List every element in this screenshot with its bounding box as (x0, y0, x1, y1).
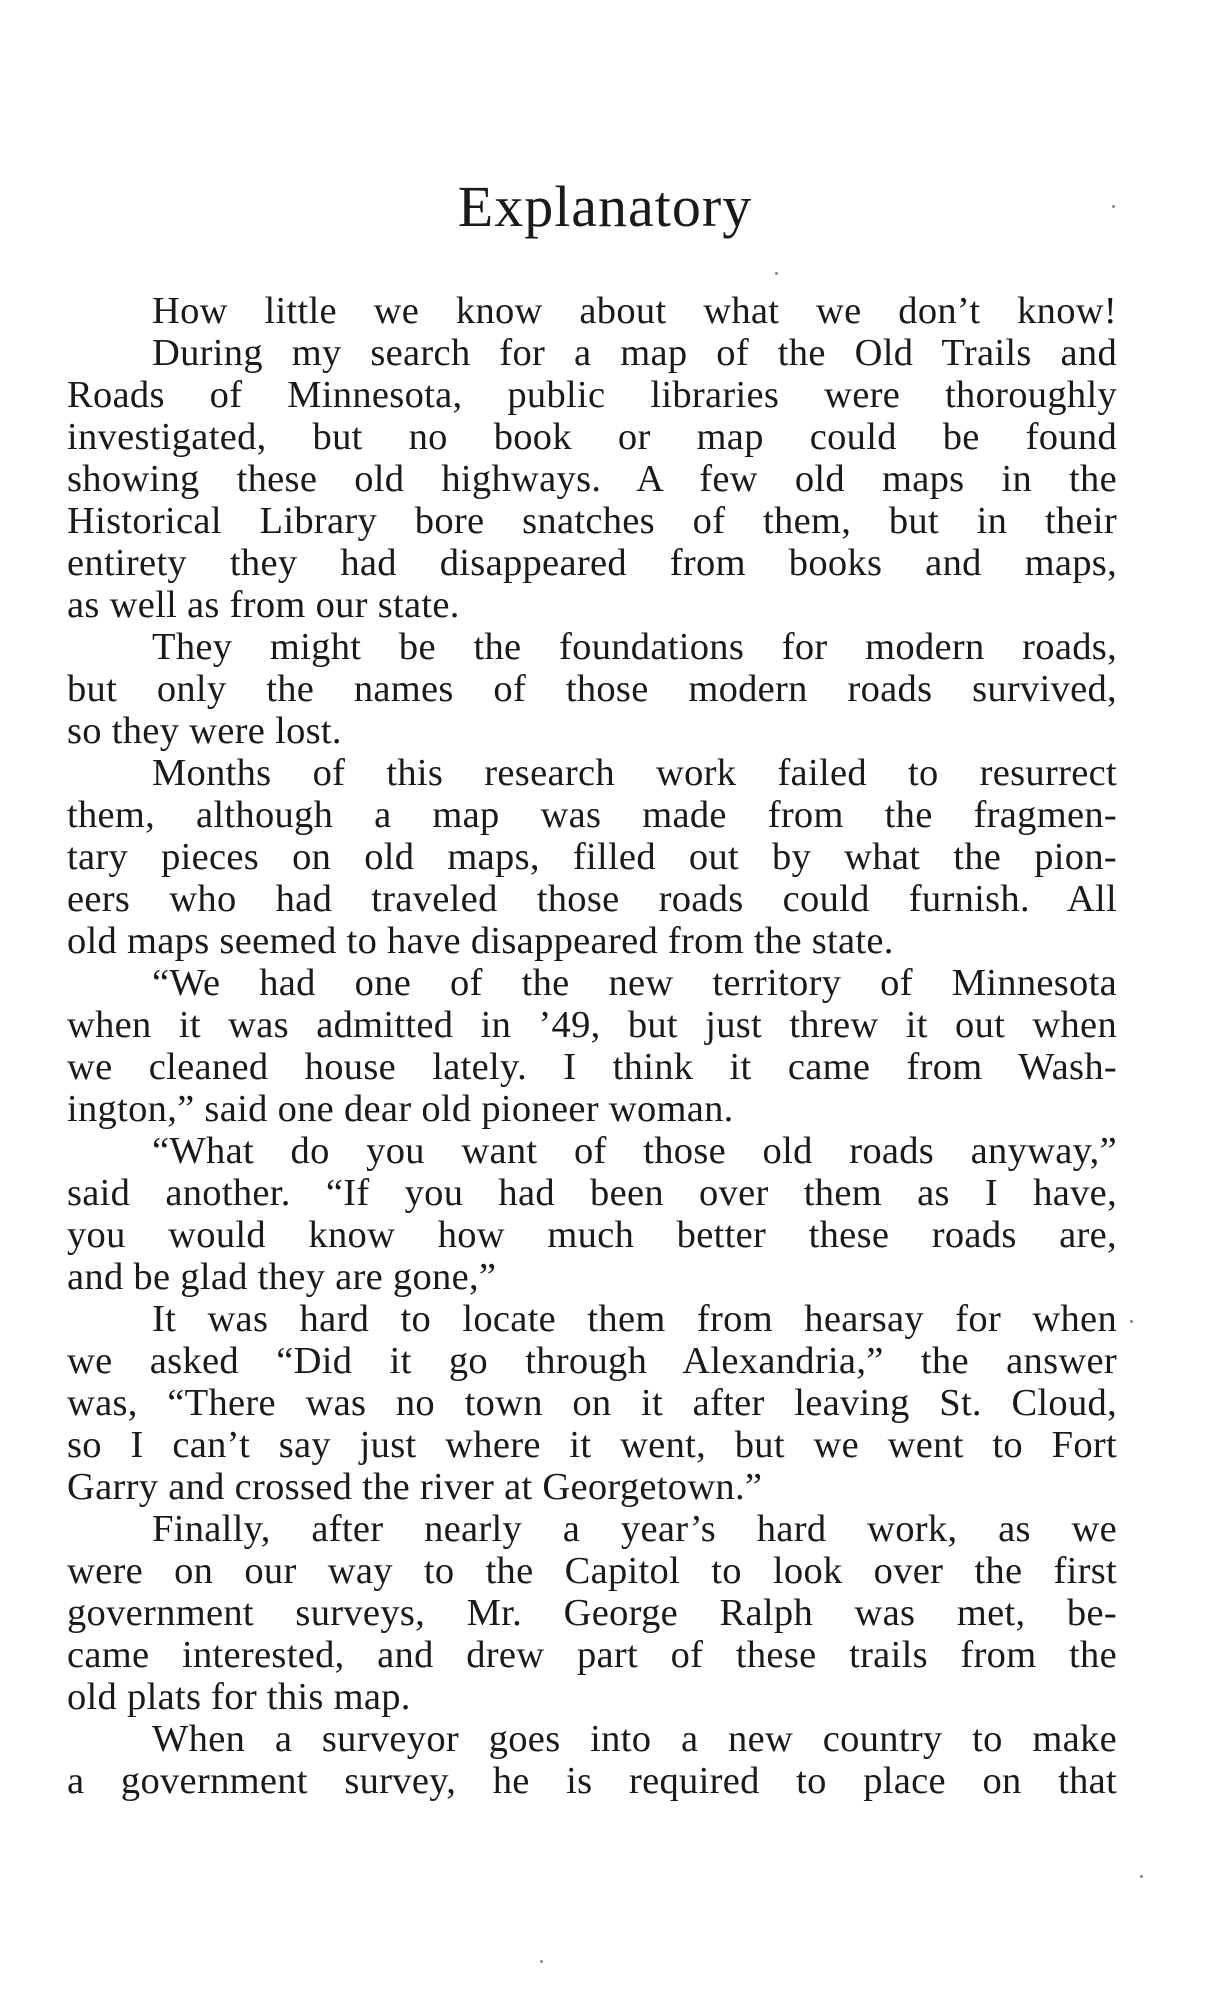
text-line: when it was admitted in ’49, but just threw it out when (67, 1004, 1117, 1046)
scan-speck (540, 1960, 543, 1963)
text-line: we cleaned house lately. I think it came from Wash- (67, 1046, 1117, 1088)
page-title: Explanatory (457, 174, 753, 239)
text-line: Finally, after nearly a year’s hard work, as we (152, 1508, 1117, 1550)
text-line: so I can’t say just where it went, but we went to Fort (67, 1424, 1117, 1466)
text-line: we asked “Did it go through Alexandria,” the answer (67, 1340, 1117, 1382)
text-line: Historical Library bore snatches of them, but in their (67, 500, 1117, 542)
text-line: entirety they had disappeared from books and maps, (67, 542, 1117, 584)
text-line: and be glad they are gone,” (67, 1256, 497, 1298)
text-line: They might be the foundations for modern roads, (152, 626, 1117, 668)
text-line: It was hard to locate them from hearsay for when (152, 1298, 1117, 1340)
text-line: as well as from our state. (67, 584, 460, 626)
text-line: showing these old highways. A few old maps in the (67, 458, 1117, 500)
text-line: Months of this research work failed to resurrect (152, 752, 1117, 794)
text-line: so they were lost. (67, 710, 342, 752)
body-text (67, 290, 1117, 1802)
text-line: a government survey, he is required to place on that (67, 1760, 1117, 1802)
text-line: came interested, and drew part of these trails from the (67, 1634, 1117, 1676)
text-line: was, “There was no town on it after leaving St. Cloud, (67, 1382, 1117, 1424)
scan-speck (1140, 1875, 1143, 1878)
text-line: government surveys, Mr. George Ralph was met, be- (67, 1592, 1117, 1634)
text-line: tary pieces on old maps, filled out by what the pion- (67, 836, 1117, 878)
text-line: old plats for this map. (67, 1676, 411, 1718)
text-line: eers who had traveled those roads could furnish. All (67, 878, 1117, 920)
text-line: them, although a map was made from the fragmen- (67, 794, 1117, 836)
text-line: When a surveyor goes into a new country to make (152, 1718, 1117, 1760)
scan-speck (775, 272, 778, 275)
text-line: old maps seemed to have disappeared from the state. (67, 920, 894, 962)
text-line: Garry and crossed the river at Georgetown.” (67, 1466, 763, 1508)
text-line: During my search for a map of the Old Trails and (152, 332, 1117, 374)
text-line: Roads of Minnesota, public libraries were thoroughly (67, 374, 1117, 416)
text-line: but only the names of those modern roads survived, (67, 668, 1117, 710)
text-line: “We had one of the new territory of Minnesota (152, 962, 1117, 1004)
text-line: ington,” said one dear old pioneer woman. (67, 1088, 734, 1130)
text-line: said another. “If you had been over them as I have, (67, 1172, 1117, 1214)
scan-speck (1130, 1320, 1133, 1323)
text-line: “What do you want of those old roads anyway,” (152, 1130, 1117, 1172)
text-line: How little we know about what we don’t know! (152, 290, 1117, 332)
text-line: were on our way to the Capitol to look over the first (67, 1550, 1117, 1592)
text-line: you would know how much better these roads are, (67, 1214, 1117, 1256)
text-line: investigated, but no book or map could be found (67, 416, 1117, 458)
scan-speck (1112, 205, 1115, 208)
